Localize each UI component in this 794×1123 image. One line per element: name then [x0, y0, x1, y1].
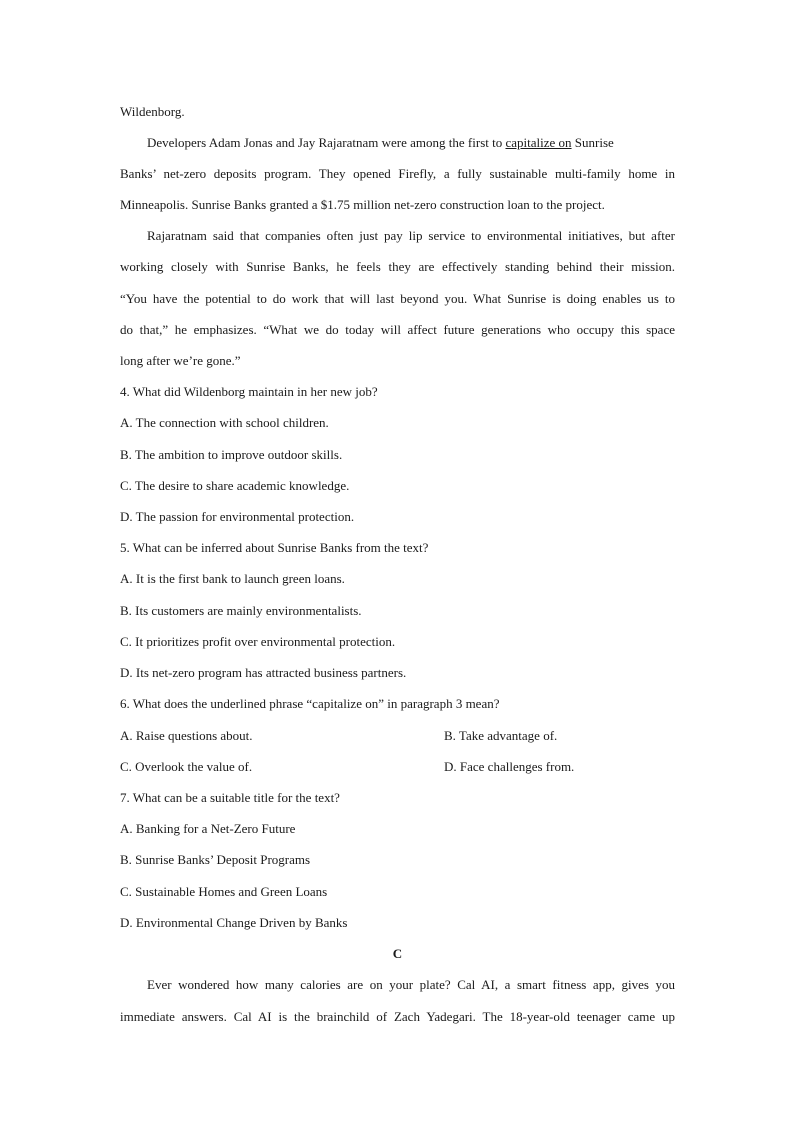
answer-option: D. The passion for environmental protection.	[120, 509, 355, 524]
answer-option: C. It prioritizes profit over environmental protection.	[120, 634, 396, 649]
answer-row	[120, 727, 675, 745]
question-stem: 7. What can be a suitable title for the text?	[120, 790, 340, 805]
paragraph-line: working closely with Sunrise Banks, he feels they are effectively standing behind their mission.	[120, 259, 675, 274]
answer-option: C. The desire to share academic knowledge.	[120, 478, 350, 493]
paragraph-line: “You have the potential to do work that will last beyond you. What Sunrise is doing enables us to	[120, 291, 675, 306]
answer-option: A. Raise questions about.	[120, 728, 253, 743]
answer-option: A. The connection with school children.	[120, 415, 329, 430]
question-stem: 4. What did Wildenborg maintain in her new job?	[120, 384, 378, 399]
paragraph-line: long after we’re gone.”	[120, 353, 241, 368]
answer-option: D. Its net-zero program has attracted business partners.	[120, 665, 407, 680]
paragraph-line: immediate answers. Cal AI is the brainchild of Zach Yadegari. The 18-year-old teenager came up	[120, 1009, 675, 1024]
paragraph-line: Banks’ net-zero deposits program. They opened Firefly, a fully sustainable multi-family home in	[120, 166, 675, 181]
paragraph-line: Minneapolis. Sunrise Banks granted a $1.75 million net-zero construction loan to the project.	[120, 197, 605, 212]
question-stem: 5. What can be inferred about Sunrise Banks from the text?	[120, 540, 429, 555]
paragraph-line: do that,” he emphasizes. “What we do today will affect future generations who occupy this space	[120, 322, 675, 337]
section-heading: C	[392, 946, 403, 961]
answer-option: B. Sunrise Banks’ Deposit Programs	[120, 852, 311, 867]
answer-option: A. It is the first bank to launch green loans.	[120, 571, 345, 586]
paragraph-line: Rajaratnam said that companies often just pay lip service to environmental initiatives, but after	[147, 228, 675, 243]
paragraph-line	[120, 134, 675, 152]
answer-option: B. The ambition to improve outdoor skills.	[120, 447, 343, 462]
answer-option: B. Take advantage of.	[444, 728, 558, 743]
paragraph-end-line: Wildenborg.	[120, 104, 185, 119]
text-span: Developers Adam Jonas and Jay Rajaratnam were among the first to	[147, 135, 503, 150]
answer-option: C. Overlook the value of.	[120, 759, 253, 774]
answer-row	[120, 758, 675, 776]
paragraph-line: Ever wondered how many calories are on your plate? Cal AI, a smart fitness app, gives you	[147, 977, 675, 992]
underlined-phrase: capitalize on	[505, 135, 572, 150]
text-span: Sunrise	[574, 135, 614, 150]
answer-option: D. Face challenges from.	[444, 759, 575, 774]
answer-option: A. Banking for a Net-Zero Future	[120, 821, 296, 836]
question-stem: 6. What does the underlined phrase “capitalize on” in paragraph 3 mean?	[120, 696, 500, 711]
answer-option: C. Sustainable Homes and Green Loans	[120, 884, 328, 899]
answer-option: D. Environmental Change Driven by Banks	[120, 915, 348, 930]
answer-option: B. Its customers are mainly environmentalists.	[120, 603, 362, 618]
